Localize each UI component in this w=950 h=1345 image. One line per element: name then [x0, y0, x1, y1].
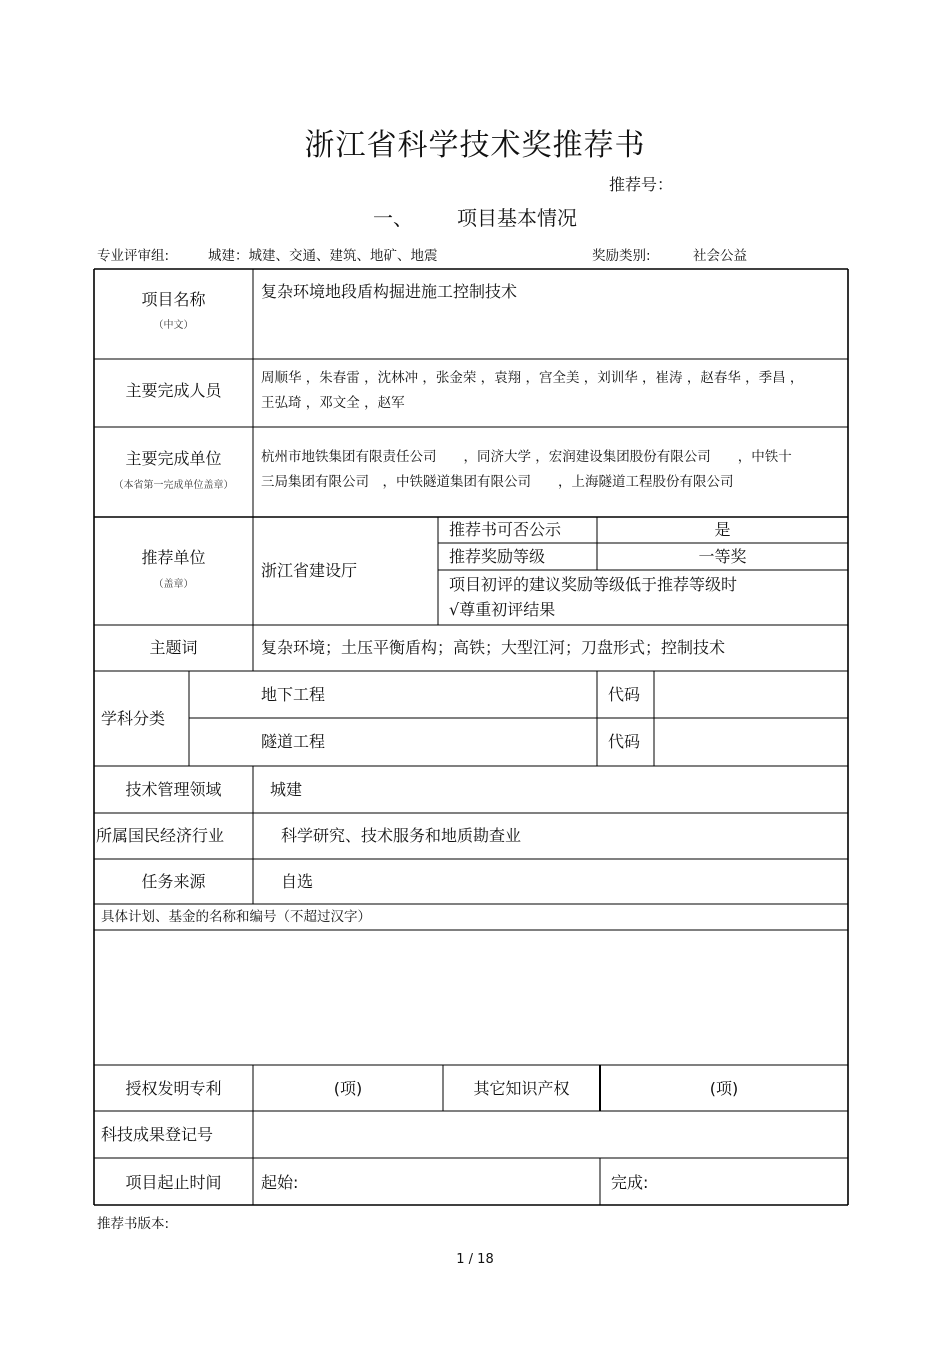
- publicity-label: 推荐书可否公示: [449, 520, 562, 539]
- recommender-sublabel: （盖章）: [153, 579, 194, 590]
- industry-label: 所属国民经济行业: [96, 826, 225, 845]
- other-ip-value: (项): [709, 1079, 739, 1098]
- industry-value: 科学研究、技术服务和地质勘查业: [281, 826, 522, 845]
- section-title: 项目基本情况: [457, 206, 577, 230]
- end-label: 完成:: [611, 1173, 649, 1192]
- document-title: 浙江省科学技术奖推荐书: [304, 128, 646, 163]
- award-type-value: 社会公益: [693, 248, 747, 264]
- keywords-value: 复杂环境；土压平衡盾构；高铁；大型江河；刀盘形式；控制技术: [261, 638, 726, 657]
- persons-line-1: 周顺华 ，朱春雷 ，沈林冲 ，张金荣 ，袁翔 ，宫全美 ，刘训华 ，崔涛 ，赵春华 ，季昌 ，: [261, 370, 804, 386]
- page-number: 1 / 18: [456, 1252, 494, 1267]
- units-sublabel: （本省第一完成单位盖章）: [113, 480, 234, 491]
- section-number: 一、: [373, 206, 413, 230]
- recommender-label: 推荐单位: [141, 548, 206, 567]
- discipline-2: 隧道工程: [261, 732, 326, 751]
- review-group-value: 城建：城建、交通、建筑、地矿、地震: [208, 248, 438, 264]
- task-source-value: 自选: [281, 872, 314, 891]
- patent-label: 授权发明专利: [125, 1079, 222, 1098]
- tech-field-label: 技术管理领域: [125, 780, 222, 799]
- units-line-2: 三局集团有限公司 ，中铁隧道集团有限公司 ，上海隧道工程股份有限公司: [261, 474, 734, 490]
- discipline-label: 学科分类: [101, 709, 166, 728]
- recommendation-number-label: 推荐号：: [609, 175, 674, 194]
- lower-level-note: 项目初评的建议奖励等级低于推荐等级时: [449, 575, 738, 594]
- award-level-value: 一等奖: [698, 547, 747, 566]
- code-label-2: 代码: [608, 732, 641, 751]
- publicity-value: 是: [714, 520, 731, 539]
- period-label: 项目起止时间: [125, 1173, 222, 1192]
- award-level-label: 推荐奖励等级: [449, 547, 546, 566]
- award-type-label: 奖励类别:: [592, 248, 651, 264]
- tech-field-value: 城建: [270, 780, 303, 799]
- lower-level-choice: √尊重初评结果: [449, 600, 556, 619]
- discipline-1: 地下工程: [261, 685, 326, 704]
- project-name-label: 项目名称: [141, 290, 206, 309]
- registration-label: 科技成果登记号: [101, 1125, 214, 1144]
- code-label-1: 代码: [608, 685, 641, 704]
- units-line-1: 杭州市地铁集团有限责任公司 ，同济大学 ，宏润建设集团股份有限公司 ，中铁十: [261, 449, 792, 465]
- other-ip-label: 其它知识产权: [473, 1079, 570, 1098]
- project-name-sublabel: （中文）: [153, 320, 194, 331]
- task-source-label: 任务来源: [141, 872, 206, 891]
- start-label: 起始:: [261, 1173, 299, 1192]
- patent-value: (项): [333, 1079, 363, 1098]
- persons-label: 主要完成人员: [125, 381, 222, 400]
- units-label: 主要完成单位: [125, 449, 222, 468]
- plan-label: 具体计划、基金的名称和编号（不超过汉字）: [101, 909, 371, 925]
- persons-line-2: 王弘琦 ，邓文全 ，赵军: [261, 395, 405, 411]
- recommender-value: 浙江省建设厅: [261, 561, 358, 580]
- review-group-label: 专业评审组:: [97, 248, 170, 264]
- keywords-label: 主题词: [149, 638, 198, 657]
- version-label: 推荐书版本:: [97, 1216, 170, 1232]
- project-name-value: 复杂环境地段盾构掘进施工控制技术: [261, 282, 518, 301]
